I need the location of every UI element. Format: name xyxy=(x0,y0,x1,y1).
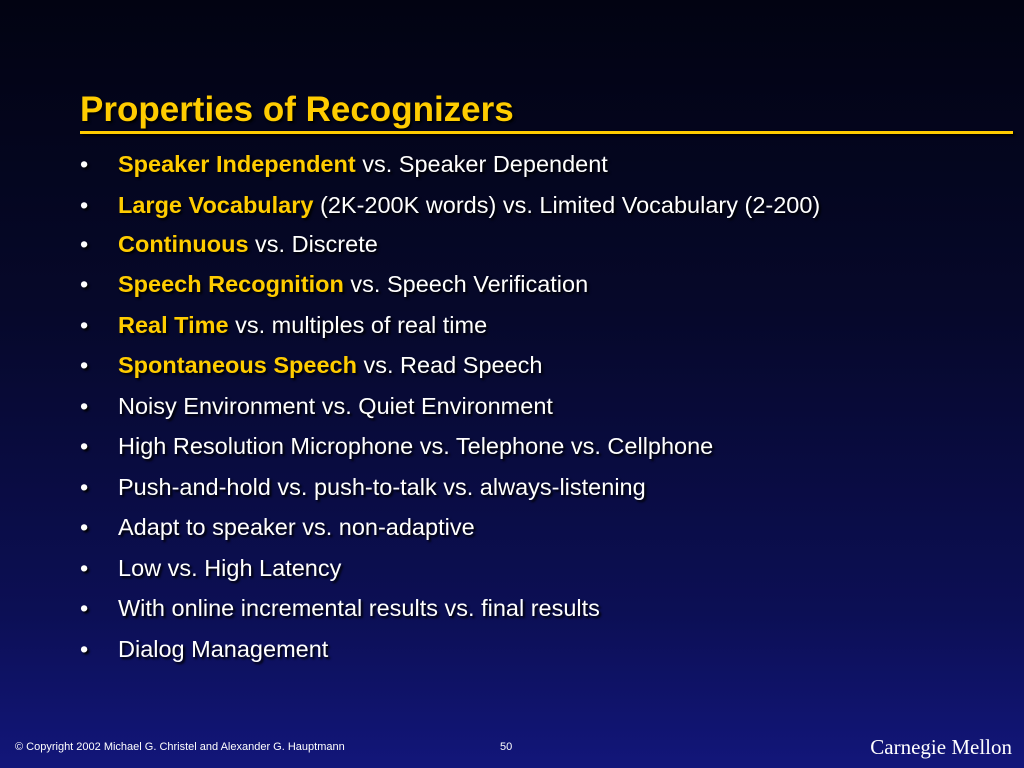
bullet-text: vs. Discrete xyxy=(248,230,378,257)
bullet-item xyxy=(0,552,1024,584)
bullet-text: vs. Speaker Dependent xyxy=(355,151,608,177)
bullet-text: (2K-200K words) vs. Limited Vocabulary (2-200) xyxy=(313,191,821,218)
page-number: 50 xyxy=(500,741,513,753)
bullet-glyph: • xyxy=(80,352,89,378)
bullet-glyph: • xyxy=(80,554,89,581)
bullet-item xyxy=(0,471,1024,503)
title-underline xyxy=(80,131,1013,134)
bullet-emphasis: Spontaneous Speech xyxy=(118,352,357,378)
bullet-item xyxy=(0,390,1024,422)
bullet-item xyxy=(0,189,1024,221)
bullet-item xyxy=(0,228,1024,260)
bullet-text: Adapt to speaker vs. non-adaptive xyxy=(118,514,475,540)
bullet-emphasis: Speaker Independent xyxy=(118,151,356,177)
bullet-glyph: • xyxy=(80,230,89,257)
bullet-glyph: • xyxy=(80,311,89,338)
bullet-glyph: • xyxy=(80,151,89,177)
bullet-text: Low vs. High Latency xyxy=(118,554,342,581)
bullet-emphasis: Continuous xyxy=(118,230,249,257)
bullet-text: High Resolution Microphone vs. Telephone vs. Cellphone xyxy=(118,433,714,459)
bullet-item xyxy=(0,148,1024,180)
bullet-emphasis: Real Time xyxy=(118,311,229,338)
bullet-glyph: • xyxy=(80,635,89,662)
bullet-text: With online incremental results vs. final results xyxy=(118,595,600,621)
bullet-text: Dialog Management xyxy=(118,635,329,662)
bullet-emphasis: Speech Recognition xyxy=(118,271,344,297)
bullet-text: vs. Speech Verification xyxy=(343,271,589,297)
bullet-glyph: • xyxy=(80,271,89,297)
bullet-item xyxy=(0,592,1024,624)
bullet-glyph: • xyxy=(80,473,89,500)
bullet-text: Noisy Environment vs. Quiet Environment xyxy=(118,392,553,419)
bullet-item xyxy=(0,511,1024,543)
bullet-glyph: • xyxy=(80,433,89,459)
bullet-emphasis: Large Vocabulary xyxy=(118,191,314,218)
bullet-item xyxy=(0,268,1024,300)
bullet-glyph: • xyxy=(80,191,89,218)
bullet-item xyxy=(0,309,1024,341)
bullet-item xyxy=(0,349,1024,381)
bullet-glyph: • xyxy=(80,595,89,621)
bullet-text: vs. multiples of real time xyxy=(228,311,488,338)
carnegie-mellon-logo: Carnegie Mellon xyxy=(870,735,1012,759)
bullet-item xyxy=(0,430,1024,462)
bullet-glyph: • xyxy=(80,514,89,540)
bullet-text: Push-and-hold vs. push-to-talk vs. always-listening xyxy=(118,473,646,500)
bullet-list xyxy=(0,148,1024,673)
bullet-item xyxy=(0,633,1024,665)
footer-copyright: © Copyright 2002 Michael G. Christel and Alexander G. Hauptmann xyxy=(15,741,345,753)
slide-title: Properties of Recognizers xyxy=(80,90,514,129)
bullet-text: vs. Read Speech xyxy=(356,352,543,378)
bullet-glyph: • xyxy=(80,392,89,419)
